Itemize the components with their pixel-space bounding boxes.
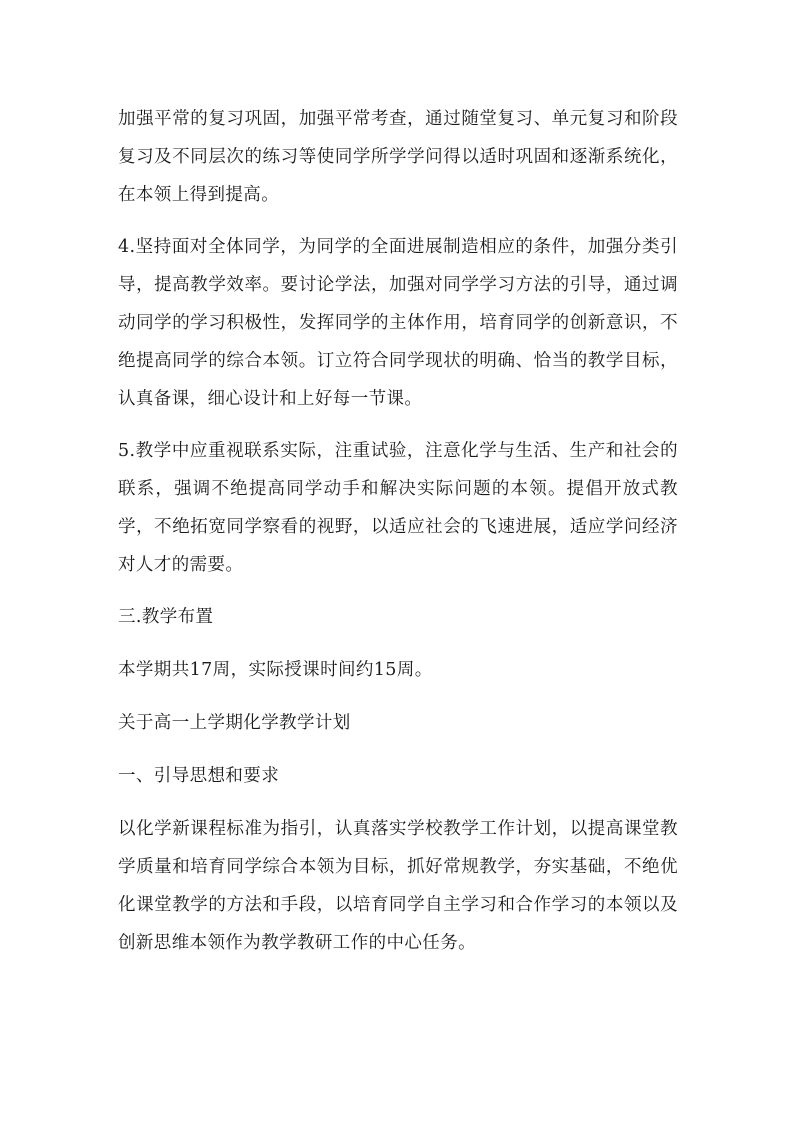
paragraph-review-consolidation: 加强平常的复习巩固，加强平常考查，通过随堂复习、单元复习和阶段复习及不同层次的练习等使同学所学学问得以适时巩固和逐渐系统化，在本领上得到提高。 <box>118 109 678 205</box>
paragraph-semester-weeks: 本学期共17周，实际授课时间约15周。 <box>118 660 433 680</box>
section-heading-guiding-ideas: 一、引导思想和要求 <box>118 766 280 786</box>
section-heading-teaching-arrangement: 三.教学布置 <box>118 607 214 627</box>
document-title: 关于高一上学期化学教学计划 <box>118 713 351 733</box>
document-body <box>118 100 678 976</box>
paragraph-item-4: 4.坚持面对全体同学，为同学的全面进展制造相应的条件，加强分类引导，提高教学效率。要讨论学法，加强对同学学习方法的引导，通过调动同学的学习积极性，发挥同学的主体作用，培育同学的创新意识，不绝提高同学的综合本领。订立符合同学现状的明确、恰当的教学目标，认真备课，细心设计和上好每一节课。 <box>118 237 678 409</box>
paragraph-item-5: 5.教学中应重视联系实际，注重试验，注意化学与生活、生产和社会的联系，强调不绝提高同学动手和解决实际问题的本领。提倡开放式教学，不绝拓宽同学察看的视野，以适应社会的飞速进展，适应学问经济对人才的需要。 <box>118 441 678 575</box>
paragraph-guiding-ideas: 以化学新课程标准为指引，认真落实学校教学工作计划，以提高课堂教学质量和培育同学综合本领为目标，抓好常规教学，夯实基础，不绝优化课堂教学的方法和手段，以培育同学自主学习和合作学习的本领以及创新思维本领作为教学教研工作的中心任务。 <box>118 819 678 953</box>
